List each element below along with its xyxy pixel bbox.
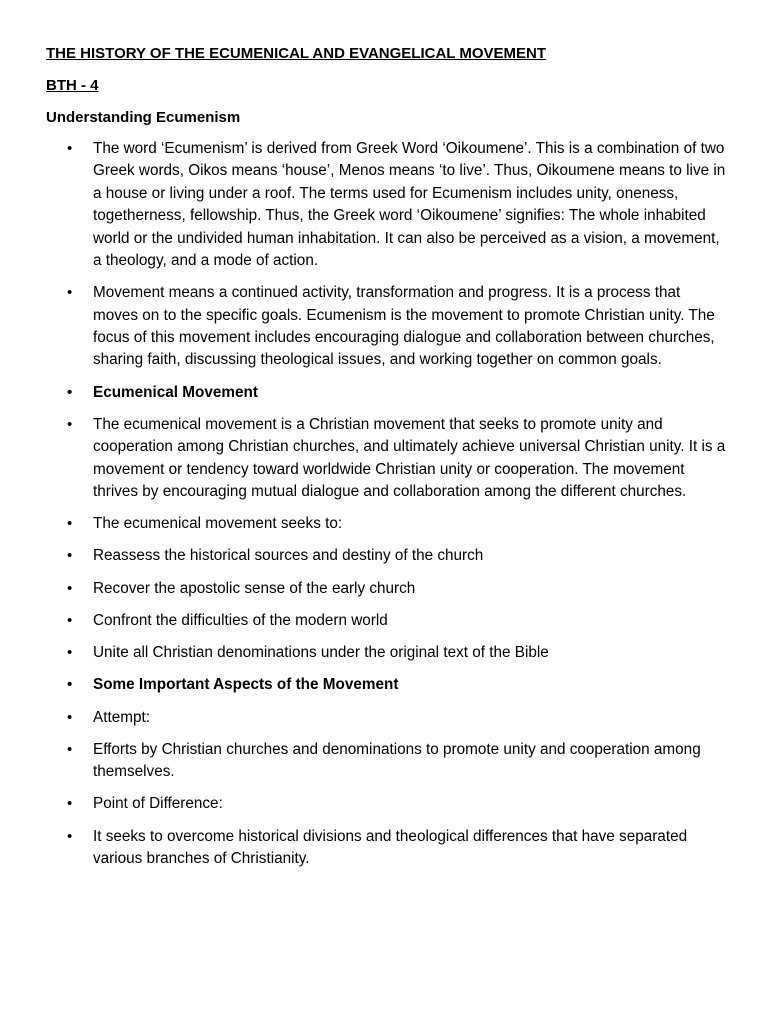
bullet-heading: • Ecumenical Movement (46, 382, 726, 404)
bullet-item: • Movement means a continued activity, transformation and progress. It is a process that moves on to the specific goals. Ecumenism is the movement to promote Christian unity. The focus of this movement includes encouraging dialogue and collaboration between churches, sharing faith, discussing theological issues, and working together on common goals. (46, 282, 726, 372)
bullet-item: • The ecumenical movement seeks to: (46, 513, 726, 535)
bullet-list (46, 138, 726, 870)
document-title: THE HISTORY OF THE ECUMENICAL AND EVANGELICAL MOVEMENT (46, 45, 547, 62)
bullet-item: • Attempt: (46, 707, 726, 729)
bullet-item: • Point of Difference: (46, 793, 726, 815)
bullet-item: • The ecumenical movement is a Christian movement that seeks to promote unity and cooperation among Christian churches, and ultimately achieve universal Christian unity. It is a movement or tendency toward worldwide Christian unity or cooperation. The movement thrives by encouraging mutual dialogue and collaboration among the different churches. (46, 414, 726, 504)
section-heading: Understanding Ecumenism (46, 109, 241, 126)
bullet-item: • Efforts by Christian churches and denominations to promote unity and cooperation among themselves. (46, 739, 726, 784)
bullet-item: • Unite all Christian denominations under the original text of the Bible (46, 642, 726, 664)
bullet-heading: • Some Important Aspects of the Movement (46, 674, 726, 696)
bullet-item: • Recover the apostolic sense of the early church (46, 578, 726, 600)
bullet-item: • Reassess the historical sources and destiny of the church (46, 545, 726, 567)
bullet-item: • Confront the difficulties of the modern world (46, 610, 726, 632)
course-code: BTH - 4 (46, 77, 99, 94)
bullet-item: • It seeks to overcome historical divisions and theological differences that have separated various branches of Christianity. (46, 826, 726, 871)
bullet-item: • The word ‘Ecumenism’ is derived from Greek Word ‘Oikoumene’. This is a combination of two Greek words, Oikos means ‘house’, Menos means ‘to live’. Thus, Oikoumene means to live in a house or living under a roof. The terms used for Ecumenism includes unity, oneness, togetherness, fellowship. Thus, the Greek word ‘Oikoumene’ signifies: The whole inhabited world or the undivided human inhabitation. It can also be perceived as a vision, a movement, a theology, and a mode of action. (46, 138, 726, 272)
document-body (46, 44, 726, 880)
